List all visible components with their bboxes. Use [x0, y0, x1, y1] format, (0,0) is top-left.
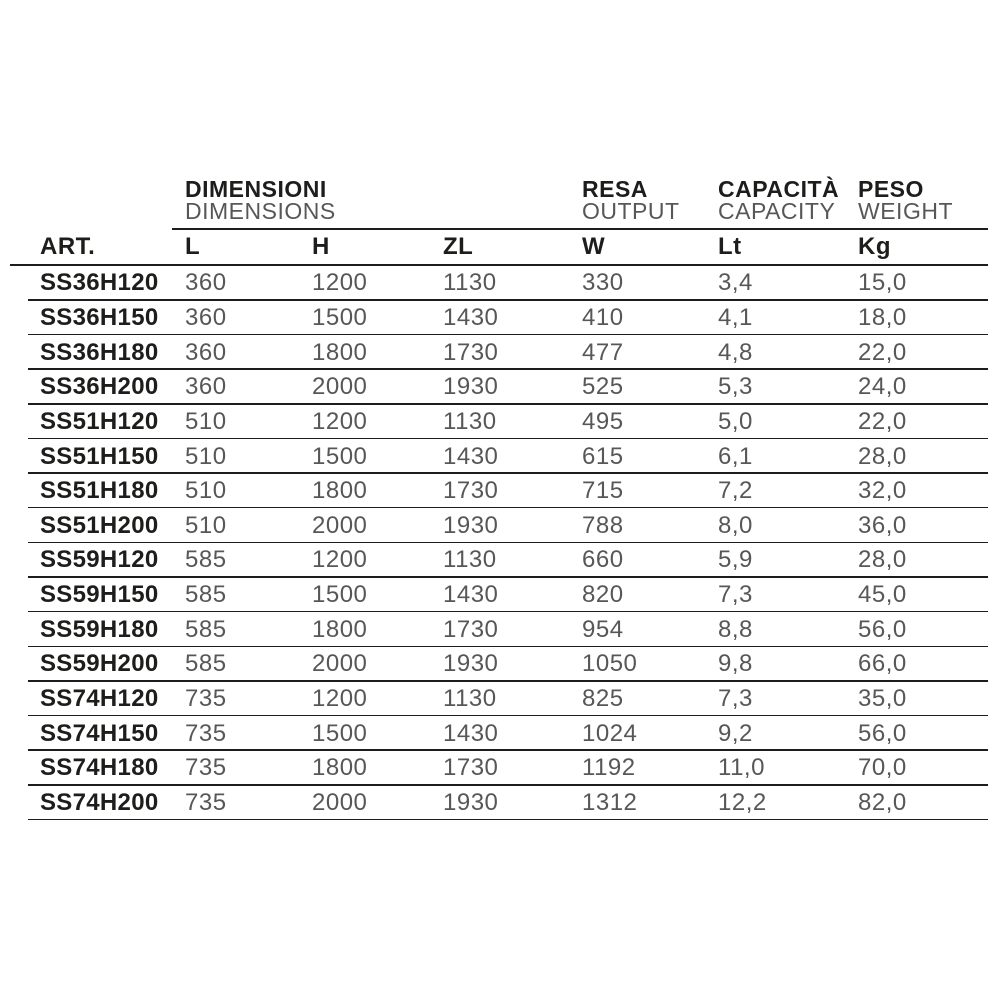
cell-length: 510: [185, 407, 227, 435]
cell-height: 1500: [312, 303, 368, 331]
cell-capacity-lt: 5,9: [718, 546, 753, 574]
cell-output-w: 495: [582, 407, 624, 435]
cell-article-code: SS51H150: [40, 442, 159, 470]
column-header-zl: ZL: [443, 233, 474, 260]
cell-weight-kg: 66,0: [858, 650, 907, 678]
cell-zl: 1130: [443, 269, 497, 297]
cell-capacity-lt: 8,0: [718, 511, 753, 539]
cell-height: 1800: [312, 338, 368, 366]
table-row: [10, 301, 988, 336]
cell-zl: 1130: [443, 546, 497, 574]
cell-length: 360: [185, 338, 227, 366]
cell-weight-kg: 18,0: [858, 303, 907, 331]
cell-capacity-lt: 5,0: [718, 407, 753, 435]
cell-weight-kg: 28,0: [858, 546, 907, 574]
table-row: [10, 405, 988, 440]
table-row: [10, 578, 988, 613]
table-row: [10, 508, 988, 543]
cell-length: 735: [185, 788, 227, 816]
cell-weight-kg: 45,0: [858, 581, 907, 609]
cell-capacity-lt: 12,2: [718, 788, 767, 816]
cell-capacity-lt: 4,8: [718, 338, 753, 366]
cell-height: 1800: [312, 615, 368, 643]
cell-zl: 1730: [443, 477, 499, 505]
cell-output-w: 825: [582, 685, 624, 712]
cell-capacity-lt: 8,8: [718, 615, 753, 643]
table-row: [10, 647, 988, 682]
cell-height: 1500: [312, 442, 368, 470]
column-header-lt: Lt: [718, 233, 742, 260]
cell-output-w: 615: [582, 442, 624, 470]
table-row: [10, 370, 988, 405]
cell-capacity-lt: 7,2: [718, 477, 753, 505]
cell-weight-kg: 24,0: [858, 373, 907, 401]
cell-length: 360: [185, 303, 227, 331]
cell-article-code: SS36H200: [40, 373, 159, 401]
group-weight: [858, 178, 988, 222]
table-row: [10, 716, 988, 751]
cell-weight-kg: 82,0: [858, 788, 907, 816]
cell-zl: 1130: [443, 685, 497, 712]
cell-length: 585: [185, 546, 227, 574]
group-dimensions-label-it: DIMENSIONI: [185, 176, 327, 202]
cell-zl: 1930: [443, 788, 499, 816]
cell-zl: 1930: [443, 373, 499, 401]
cell-height: 1200: [312, 407, 368, 435]
group-dimensions: [185, 178, 582, 222]
cell-height: 1200: [312, 269, 368, 297]
cell-capacity-lt: 4,1: [718, 303, 753, 331]
cell-height: 2000: [312, 788, 368, 816]
cell-capacity-lt: 11,0: [718, 754, 765, 782]
cell-capacity-lt: 6,1: [718, 442, 753, 470]
cell-zl: 1730: [443, 338, 499, 366]
cell-article-code: SS74H200: [40, 788, 159, 816]
cell-output-w: 954: [582, 615, 624, 643]
cell-capacity-lt: 5,3: [718, 373, 753, 401]
cell-output-w: 525: [582, 373, 624, 401]
column-header-h: H: [312, 233, 330, 260]
cell-height: 2000: [312, 373, 368, 401]
cell-weight-kg: 28,0: [858, 442, 907, 470]
cell-output-w: 788: [582, 511, 624, 539]
table-row: [10, 786, 988, 821]
cell-article-code: SS51H120: [40, 407, 159, 435]
cell-height: 1500: [312, 581, 368, 609]
column-header-kg: Kg: [858, 233, 891, 260]
cell-height: 1800: [312, 754, 368, 782]
table-row: [10, 439, 988, 474]
cell-length: 360: [185, 373, 227, 401]
cell-output-w: 660: [582, 546, 624, 574]
cell-article-code: SS51H180: [40, 477, 159, 505]
cell-height: 2000: [312, 511, 368, 539]
column-header-art: ART.: [40, 233, 96, 260]
group-weight-label-it: PESO: [858, 176, 924, 202]
cell-length: 510: [185, 477, 227, 505]
group-capacity: [718, 178, 858, 222]
cell-article-code: SS59H120: [40, 546, 159, 574]
cell-output-w: 1192: [582, 754, 636, 782]
group-output: [582, 178, 718, 222]
cell-article-code: SS74H150: [40, 719, 159, 747]
cell-output-w: 1024: [582, 719, 638, 747]
cell-length: 735: [185, 719, 227, 747]
cell-length: 585: [185, 581, 227, 609]
table-row: [10, 543, 988, 578]
group-weight-label-en: WEIGHT: [858, 198, 953, 224]
cell-article-code: SS36H120: [40, 269, 159, 297]
cell-zl: 1730: [443, 615, 499, 643]
cell-zl: 1430: [443, 442, 499, 470]
cell-capacity-lt: 9,2: [718, 719, 753, 747]
cell-article-code: SS74H180: [40, 754, 159, 782]
cell-article-code: SS59H150: [40, 581, 159, 609]
product-spec-table: [10, 178, 988, 820]
table-row: [10, 474, 988, 509]
cell-article-code: SS51H200: [40, 511, 159, 539]
cell-zl: 1430: [443, 581, 499, 609]
cell-output-w: 330: [582, 269, 624, 297]
table-row: [10, 682, 988, 717]
column-header-row: [10, 230, 988, 266]
group-header-row: [10, 178, 988, 228]
cell-article-code: SS74H120: [40, 685, 159, 712]
cell-length: 585: [185, 650, 227, 678]
cell-length: 360: [185, 269, 227, 297]
cell-height: 2000: [312, 650, 368, 678]
cell-zl: 1930: [443, 650, 499, 678]
column-header-l: L: [185, 233, 201, 260]
cell-article-code: SS59H200: [40, 650, 159, 678]
cell-height: 1200: [312, 685, 368, 712]
cell-output-w: 820: [582, 581, 624, 609]
cell-output-w: 715: [582, 477, 624, 505]
cell-output-w: 477: [582, 338, 624, 366]
group-capacity-label-en: CAPACITY: [718, 198, 836, 224]
cell-weight-kg: 22,0: [858, 338, 907, 366]
cell-output-w: 410: [582, 303, 624, 331]
table-row: [10, 751, 988, 786]
table-row: [10, 266, 988, 301]
cell-length: 510: [185, 442, 227, 470]
group-dimensions-label-en: DIMENSIONS: [185, 198, 336, 224]
cell-length: 585: [185, 615, 227, 643]
cell-capacity-lt: 3,4: [718, 269, 753, 297]
cell-output-w: 1312: [582, 788, 638, 816]
group-capacity-label-it: CAPACITÀ: [718, 176, 840, 202]
cell-output-w: 1050: [582, 650, 638, 678]
column-header-w: W: [582, 233, 606, 260]
table-row: [10, 335, 988, 370]
cell-capacity-lt: 7,3: [718, 685, 753, 712]
group-output-label-en: OUTPUT: [582, 198, 680, 224]
cell-length: 510: [185, 511, 227, 539]
cell-zl: 1930: [443, 511, 499, 539]
cell-capacity-lt: 7,3: [718, 581, 753, 609]
cell-weight-kg: 35,0: [858, 685, 907, 712]
cell-weight-kg: 32,0: [858, 477, 907, 505]
cell-weight-kg: 36,0: [858, 511, 907, 539]
cell-height: 1500: [312, 719, 368, 747]
group-output-label-it: RESA: [582, 176, 648, 202]
cell-article-code: SS59H180: [40, 615, 159, 643]
cell-weight-kg: 56,0: [858, 719, 907, 747]
cell-article-code: SS36H180: [40, 338, 159, 366]
cell-zl: 1130: [443, 407, 497, 435]
cell-zl: 1730: [443, 754, 499, 782]
cell-article-code: SS36H150: [40, 303, 159, 331]
cell-weight-kg: 70,0: [858, 754, 907, 782]
cell-height: 1800: [312, 477, 368, 505]
cell-zl: 1430: [443, 303, 499, 331]
table-body: [10, 266, 988, 820]
cell-weight-kg: 56,0: [858, 615, 907, 643]
cell-length: 735: [185, 685, 227, 712]
cell-height: 1200: [312, 546, 368, 574]
cell-weight-kg: 22,0: [858, 407, 907, 435]
cell-capacity-lt: 9,8: [718, 650, 753, 678]
cell-length: 735: [185, 754, 227, 782]
cell-weight-kg: 15,0: [858, 269, 907, 297]
table-row: [10, 612, 988, 647]
cell-zl: 1430: [443, 719, 499, 747]
